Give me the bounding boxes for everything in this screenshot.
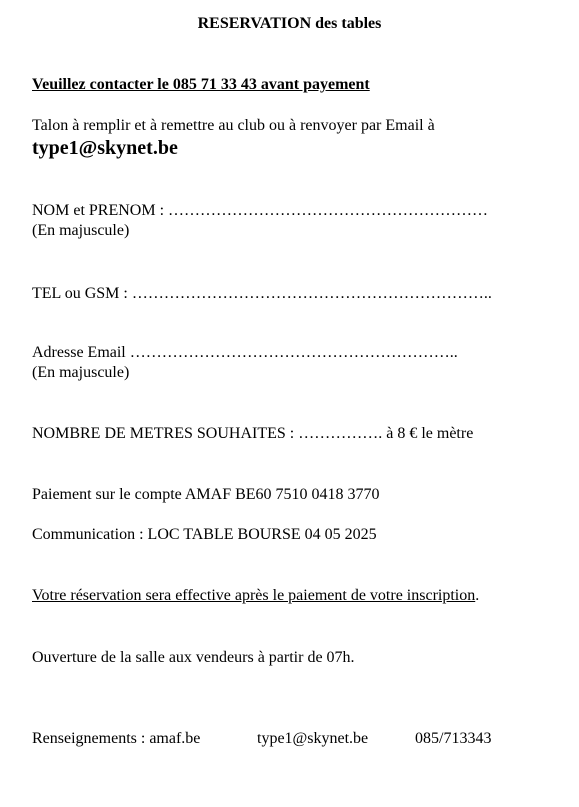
page-title: RESERVATION des tables: [197, 15, 382, 32]
adresse-email-hint: (En majuscule): [32, 364, 130, 381]
nom-prenom-field: NOM et PRENOM : ……………………………………………………: [32, 202, 489, 219]
talon-email: type1@skynet.be: [32, 137, 178, 159]
reservation-note-text: Votre réservation sera effective après le paiement de votre inscription: [32, 587, 476, 604]
renseignements-label: Renseignements : amaf.be: [32, 730, 201, 747]
reservation-note: [32, 586, 479, 606]
communication-info: Communication : LOC TABLE BOURSE 04 05 2025: [32, 526, 377, 543]
footer-email: type1@skynet.be: [257, 730, 369, 747]
talon-instruction: Talon à remplir et à remettre au club ou à renvoyer par Email à: [32, 117, 435, 134]
adresse-email-field: Adresse Email ……………………………………………………..: [32, 344, 458, 361]
nombre-metres-field: NOMBRE DE METRES SOUHAITES : ……………. à 8 € le mètre: [32, 425, 474, 442]
contact-notice: Veuillez contacter le 085 71 33 43 avant payement: [32, 76, 370, 93]
reservation-note-period: .: [475, 587, 480, 604]
tel-gsm-field: TEL ou GSM : …………………………………………………………..: [32, 285, 492, 302]
nom-prenom-hint: (En majuscule): [32, 222, 130, 239]
ouverture-info: Ouverture de la salle aux vendeurs à partir de 07h.: [32, 649, 355, 666]
footer-phone: 085/713343: [415, 730, 492, 747]
paiement-info: Paiement sur le compte AMAF BE60 7510 0418 3770: [32, 486, 380, 503]
